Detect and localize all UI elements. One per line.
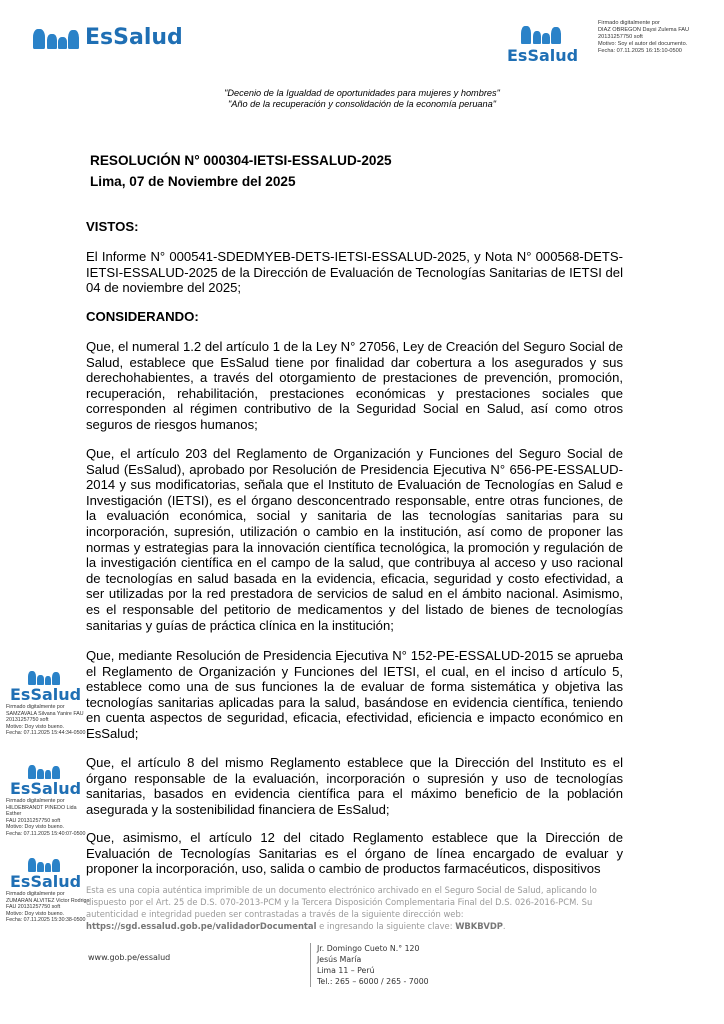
authenticity-note (86, 884, 626, 932)
family-icon (28, 852, 60, 872)
family-icon (28, 665, 60, 685)
stamp-line: Fecha: 07.11.2025 15:30:38-0500 (6, 917, 86, 924)
address-line: Lima 11 – Perú (317, 966, 375, 975)
validation-key: WBKBVDP (455, 921, 503, 931)
note-end: . (502, 921, 506, 931)
stamp-line: Fecha: 07.11.2025 15:40:07-0500 (6, 830, 86, 837)
address-line: Tel.: 265 – 6000 / 265 - 7000 (317, 977, 429, 986)
paragraph-resolucion-152: Que, mediante Resolución de Presidencia Ejecutiva N° 152-PE-ESSALUD-2015 se aprueba el Reglamento de Organización y Funciones del IETSI, el cual, en el inciso d artículo 5, establece como una de sus funciones la de evaluar de forma sistemática y objetiva las tecnologías sanitarias aplicadas para la salud, basándose en evidencia científica, teniendo en cuenta aspectos de seguridad, eficacia, efectividad, eficiencia e impacto económico en EsSalud; (86, 648, 623, 741)
family-icon (33, 19, 79, 49)
signature-line: Firmado digitalmente por (598, 20, 660, 26)
logo-wordmark: EsSalud (85, 25, 183, 50)
website-link[interactable]: www.gob.pe/essalud (88, 953, 171, 962)
paragraph-ley-27056: Que, el numeral 1.2 del artículo 1 de la Ley N° 27056, Ley de Creación del Seguro Social de Salud, establece que EsSalud tiene por finalidad dar cobertura a los asegurados y sus derechohabientes, a través del otorgamiento de prestaciones de prevención, promoción, recuperación, rehabilitación, prestaciones económicas y prestaciones sociales que corresponden al régimen contributivo de la Seguridad Social en Salud, así como otros seguros de riesgos humanos; (86, 339, 623, 432)
stamp-logo: EsSalud (10, 872, 82, 891)
stamp-line: Motivo: Doy visto bueno. (6, 723, 64, 730)
signature-stamp (6, 759, 90, 838)
essalud-logo-top-left (33, 17, 183, 50)
address-line: Jr. Domingo Cueto N.° 120 (317, 944, 420, 953)
stamp-line: Firmado digitalmente por (6, 704, 65, 710)
stamp-line: 20131257750 soft (6, 717, 49, 724)
stamp-line: Fecha: 07.11.2025 15:44:34-0500 (6, 730, 86, 737)
validation-url-link[interactable]: https://sgd.essalud.gob.pe/validadorDocumental (86, 921, 317, 931)
note-text: Esta es una copia auténtica imprimible de un documento electrónico archivado en el Seguro Social de Salud, aplicando lo dispuesto por el Art. 25 de D.S. 070-2013-PCM y la Tercera Disposición Complementaria Final del D.S. 026-2016-PCM. Su autenticidad e integridad pueden ser contrastadas a través de la siguiente dirección web: (86, 885, 597, 919)
resolution-date: Lima, 07 de Noviembre del 2025 (90, 174, 296, 189)
considerando-heading: CONSIDERANDO: (86, 309, 199, 324)
signature-line: Motivo: Soy el autor del documento. (598, 41, 688, 47)
address-block (310, 943, 429, 987)
stamp-line: FAU 20131257750 soft (6, 817, 61, 824)
vistos-paragraph: El Informe N° 000541-SDEDMYEB-DETS-IETSI-ESSALUD-2025, y Nota N° 000568-DETS-IETSI-ESSALUD-2025 de la Dirección de Evaluación de Tecnologías Sanitarias de IETSI del 04 de noviembre del 2025; (86, 249, 623, 296)
paragraph-articulo-12: Que, asimismo, el artículo 12 del citado Reglamento establece que la Dirección de Evaluación de Tecnologías Sanitarias es el órgano de línea encargado de evaluar y proponer la incorporación, uso, salida o cambio de productos farmacéuticos, dispositivos (86, 830, 623, 877)
essalud-logo-top-right (507, 18, 579, 65)
stamp-line: SAMZAVALA Silvana Yanire FAU (6, 710, 84, 717)
family-icon (521, 18, 561, 44)
resolution-title: RESOLUCIÓN N° 000304-IETSI-ESSALUD-2025 (90, 153, 392, 168)
signature-line: 20131257750 soft (598, 34, 643, 40)
stamp-line: Motivo: Doy visto bueno. (6, 824, 64, 831)
stamp-line: Firmado digitalmente por (6, 891, 65, 897)
logo-wordmark: EsSalud (507, 46, 579, 65)
stamp-logo: EsSalud (10, 685, 82, 704)
stamp-line: Firmado digitalmente por (6, 798, 65, 804)
stamp-line: HILDEBRANDT PINEDO Lida Esther (6, 804, 77, 818)
vistos-heading: VISTOS: (86, 219, 139, 234)
signature-line: Fecha: 07.11.2025 16:15:10-0500 (598, 48, 682, 54)
digital-signature-top (598, 20, 718, 55)
signature-stamp (6, 665, 90, 737)
stamp-line: Motivo: Doy visto bueno. (6, 910, 64, 917)
signature-line: DIAZ OBREGON Daysi Zulema FAU (598, 27, 690, 33)
stamp-line: ZUMARAN ALVITEZ Victor Rodrigo (6, 897, 90, 904)
paragraph-articulo-8: Que, el artículo 8 del mismo Reglamento establece que la Dirección del Instituto es el órgano responsable de la evaluación, incorporación o supresión y uso de tecnologías sanitarias, basados en evidencia científica para el máximo beneficio de la población asegurada y la sostenibilidad financiera de EsSalud; (86, 755, 623, 817)
paragraph-articulo-203: Que, el artículo 203 del Reglamento de Organización y Funciones del Seguro Social de Salud (EsSalud), aprobado por Resolución de Presidencia Ejecutiva N° 656-PE-ESSALUD-2014 y sus modificatorias, señala que el Instituto de Evaluación de Tecnologías en Salud e Investigación (IETSI), es el órgano desconcentrado responsable, entre otras funciones, de la evaluación económica, social y sanitaria de las tecnologías sanitarias para su incorporación, supresión, utilización o cambio en la institución, así como de proponer las normas y estrategias para la innovación científica tecnológica, la promoción y regulación de la investigación científica en el campo de la salud, que contribuya al acceso y uso racional de tecnologías en salud basada en la evidencia, eficacia, seguridad y costo efectividad, a ser utilizadas por la red prestadora de servicios de salud en el ámbito nacional. Asimismo, es el responsable del petitorio de medicamentos y del listado de bienes de tecnologías sanitarias y guías de práctica clínica en la institución; (86, 446, 623, 633)
stamp-logo: EsSalud (10, 779, 82, 798)
decade-quote: "Decenio de la Igualdad de oportunidades para mujeres y hombres" (224, 88, 500, 98)
stamp-line: FAU 20131257750 soft (6, 904, 61, 911)
note-text: e ingresando la siguiente clave: (316, 921, 456, 931)
family-icon (28, 759, 60, 779)
year-quote: "Año de la recuperación y consolidación de la economía peruana" (227, 99, 497, 109)
address-line: Jesús María (317, 955, 362, 964)
signature-stamp (6, 852, 90, 924)
